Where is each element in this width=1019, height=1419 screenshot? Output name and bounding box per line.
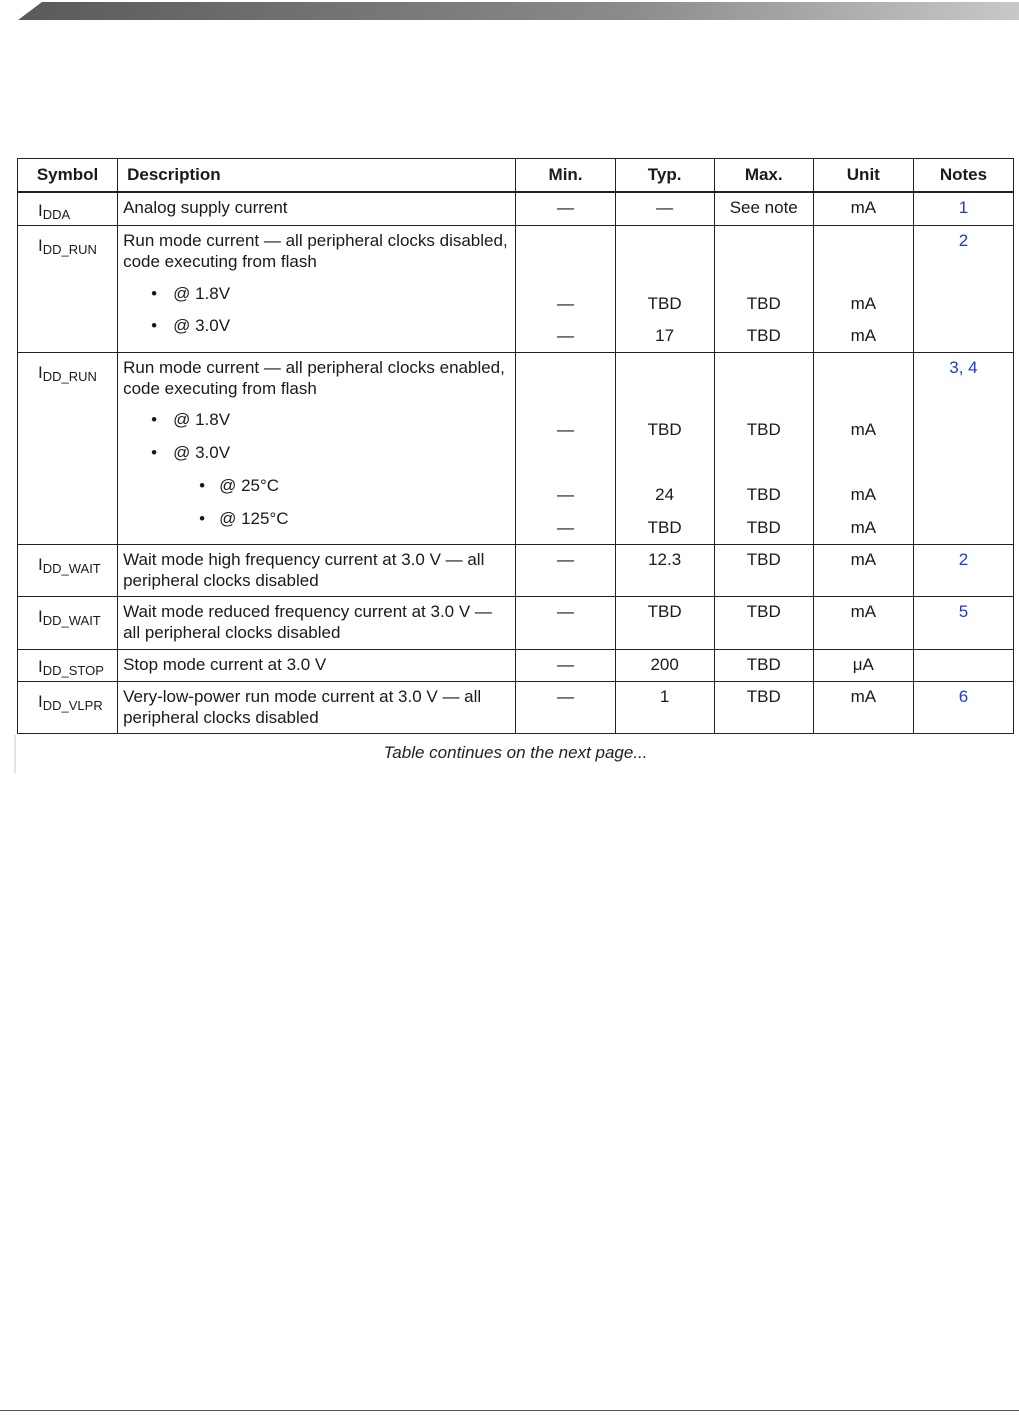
note-link[interactable]: 3, 4 [913, 353, 1013, 545]
max-cell [714, 353, 813, 545]
header-row [18, 159, 1014, 192]
unit-value: mA [850, 518, 877, 537]
description-cell: Very-low-power run mode current at 3.0 V — all peripheral clocks disabled [118, 682, 516, 734]
description-cell: Wait mode high frequency current at 3.0 V — all peripheral clocks disabled [118, 545, 516, 597]
min-value: — [557, 687, 575, 706]
unit-cell [813, 353, 913, 545]
electrical-spec-table [17, 158, 1014, 734]
max-value: TBD [746, 518, 781, 537]
table-row [18, 682, 1014, 734]
description-cell: Analog supply current [118, 192, 516, 226]
table-row [18, 192, 1014, 226]
description-cell: Wait mode reduced frequency current at 3.0 V — all peripheral clocks disabled [118, 597, 516, 650]
typ-value: 12.3 [648, 550, 682, 569]
header-min: Min. [516, 159, 615, 192]
symbol-cell [18, 650, 118, 682]
typ-cell [615, 597, 714, 650]
max-value: TBD [746, 687, 781, 706]
note-link[interactable]: 5 [913, 597, 1013, 650]
sub-bullet-item: • @ 25°C [199, 476, 280, 495]
bullet-item: • @ 3.0V [151, 443, 231, 462]
min-value: — [557, 602, 575, 621]
unit-value: mA [850, 485, 877, 504]
typ-value: TBD [647, 518, 682, 537]
page-header-band [0, 0, 1019, 22]
symbol-subscript: DD_VLPR [42, 698, 103, 713]
typ-value: 1 [659, 687, 670, 706]
symbol-cell [18, 597, 118, 650]
max-cell [714, 597, 813, 650]
symbol-subscript: DD_STOP [42, 663, 104, 678]
unit-value: mA [850, 294, 877, 313]
max-cell [714, 226, 813, 353]
description-text: Run mode current — all peripheral clocks disabled, code executing from flash [123, 231, 508, 271]
header-notes: Notes [913, 159, 1013, 192]
max-value: TBD [746, 420, 781, 439]
symbol-cell [18, 545, 118, 597]
min-value: — [557, 518, 575, 537]
symbol-base: I [38, 363, 43, 382]
max-value: TBD [746, 602, 781, 621]
header-typ: Typ. [615, 159, 714, 192]
table-row [18, 353, 1014, 545]
note-link [913, 650, 1013, 682]
symbol-base: I [38, 236, 43, 255]
typ-value: TBD [647, 602, 682, 621]
typ-value: 24 [655, 485, 675, 504]
unit-value: mA [850, 550, 877, 569]
header-symbol: Symbol [18, 159, 118, 192]
min-value: — [557, 655, 575, 674]
min-cell [516, 650, 615, 682]
max-value: TBD [746, 655, 781, 674]
unit-cell [813, 597, 913, 650]
unit-cell [813, 226, 913, 353]
table-row [18, 597, 1014, 650]
table-row [18, 650, 1014, 682]
description-cell [118, 353, 516, 545]
note-link[interactable]: 1 [913, 192, 1013, 226]
symbol-base: I [38, 200, 43, 220]
page-footer-rule [0, 1410, 1019, 1411]
typ-cell [615, 226, 714, 353]
min-cell [516, 682, 615, 734]
symbol-subscript: DD_WAIT [42, 613, 101, 628]
symbol-base: I [38, 607, 43, 626]
min-cell [516, 226, 615, 353]
unit-value: mA [850, 197, 877, 217]
unit-cell [813, 545, 913, 597]
symbol-subscript: DD_WAIT [42, 561, 101, 576]
max-cell [714, 682, 813, 734]
max-value: TBD [746, 485, 781, 504]
typ-value: TBD [647, 420, 682, 439]
max-value: TBD [746, 326, 781, 345]
symbol-subscript: DD_RUN [42, 369, 97, 384]
symbol-subscript: DD_RUN [42, 242, 97, 257]
description-cell: Stop mode current at 3.0 V [118, 650, 516, 682]
header-description: Description [118, 159, 516, 192]
max-value: TBD [746, 294, 781, 313]
min-cell [516, 545, 615, 597]
typ-value: 200 [650, 655, 679, 674]
min-cell [516, 192, 615, 226]
typ-cell [615, 650, 714, 682]
unit-cell [813, 192, 913, 226]
description-text: Run mode current — all peripheral clocks enabled, code executing from flash [123, 358, 505, 398]
header-max: Max. [714, 159, 813, 192]
unit-value: mA [850, 420, 877, 439]
max-cell [714, 650, 813, 682]
symbol-cell [18, 353, 118, 545]
symbol-cell [18, 192, 118, 226]
symbol-base: I [38, 657, 43, 676]
table-row [18, 226, 1014, 353]
table-row [18, 545, 1014, 597]
typ-value: 17 [655, 326, 675, 345]
typ-cell [615, 682, 714, 734]
min-value: — [557, 294, 575, 313]
note-link[interactable]: 6 [913, 682, 1013, 734]
max-cell [714, 545, 813, 597]
bullet-item: • @ 1.8V [151, 410, 231, 429]
page-edge-shadow [14, 735, 16, 773]
unit-value: μA [852, 655, 874, 674]
typ-value: TBD [647, 294, 682, 313]
table-continuation-note: Table continues on the next page... [383, 743, 648, 762]
symbol-cell [18, 682, 118, 734]
max-value: See note [729, 197, 798, 217]
typ-cell [615, 353, 714, 545]
unit-value: mA [850, 687, 877, 706]
description-cell [118, 226, 516, 353]
unit-value: mA [850, 602, 877, 621]
min-value: — [557, 485, 575, 504]
symbol-cell [18, 226, 118, 353]
min-cell [516, 597, 615, 650]
max-cell [714, 192, 813, 226]
bullet-item: • @ 1.8V [151, 284, 231, 303]
symbol-base: I [38, 692, 43, 711]
sub-bullet-item: • @ 125°C [199, 509, 289, 528]
min-value: — [557, 326, 575, 345]
min-cell [516, 353, 615, 545]
unit-cell [813, 650, 913, 682]
header-unit: Unit [813, 159, 913, 192]
min-value: — [557, 197, 575, 217]
min-value: — [557, 550, 575, 569]
unit-value: mA [850, 326, 877, 345]
typ-cell [615, 545, 714, 597]
bullet-item: • @ 3.0V [151, 316, 231, 335]
note-link[interactable]: 2 [913, 226, 1013, 353]
typ-cell [615, 192, 714, 226]
max-value: TBD [746, 550, 781, 569]
note-link[interactable]: 2 [913, 545, 1013, 597]
symbol-base: I [38, 555, 43, 574]
unit-cell [813, 682, 913, 734]
typ-value: — [656, 197, 674, 217]
min-value: — [557, 420, 575, 439]
symbol-subscript: DDA [42, 206, 71, 222]
